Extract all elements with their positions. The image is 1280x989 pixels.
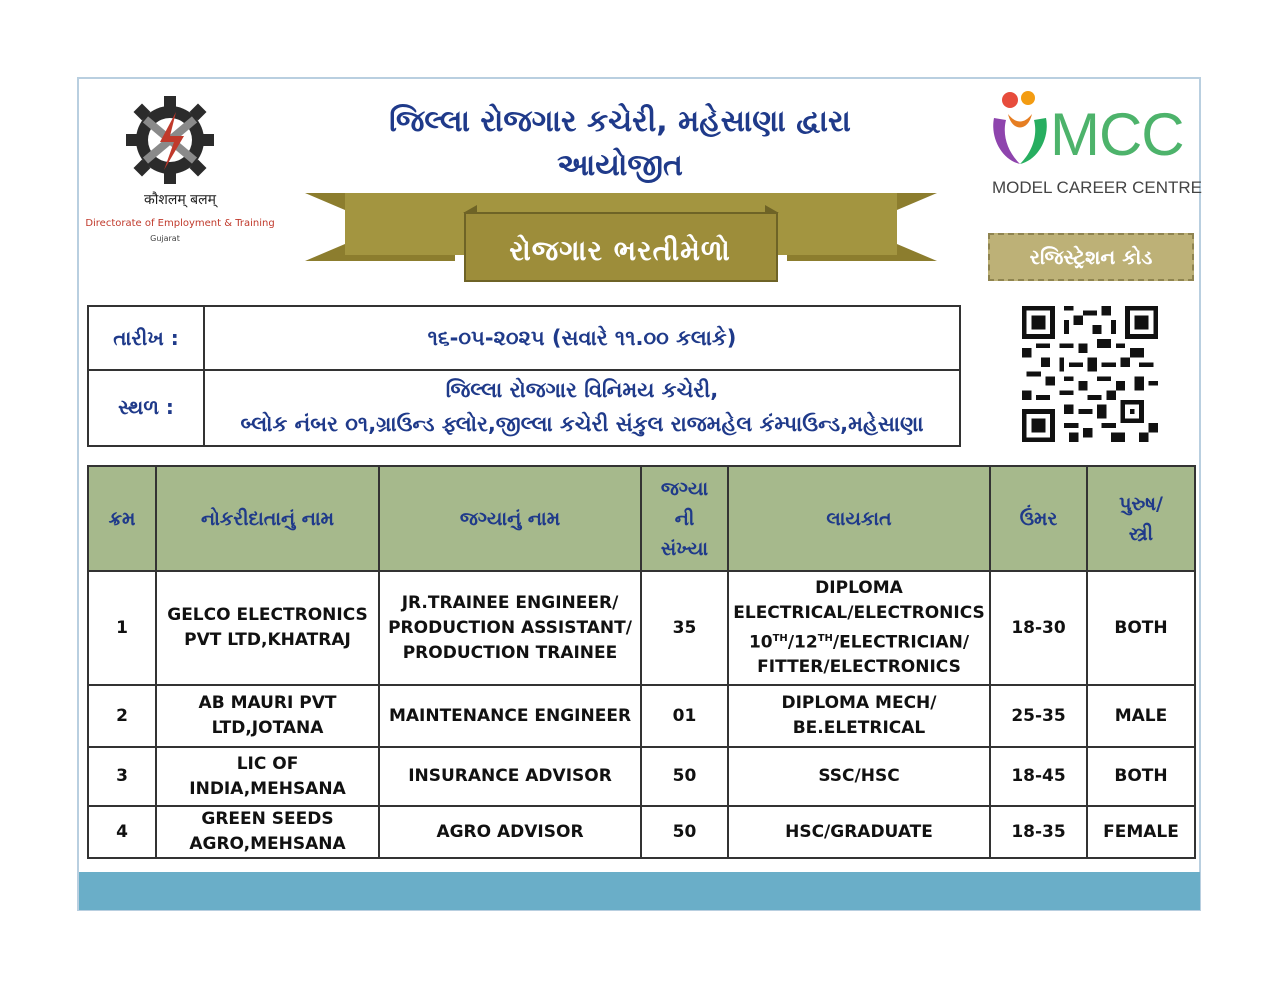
- qualification-line-3: [733, 626, 985, 656]
- qualification-line-1: DIPLOMA: [815, 577, 903, 598]
- header-vacancies-line-2: ની: [674, 507, 695, 530]
- header-vacancies-line-3: સંખ્યા: [660, 537, 709, 560]
- header-employer: નોકરીદાતાનું નામ: [156, 466, 379, 571]
- cell-employer: [156, 747, 379, 806]
- cell-employer: [156, 685, 379, 747]
- cell-vacancies: 50: [641, 747, 728, 806]
- header-sr: ક્રમ: [88, 466, 156, 571]
- post-line-3: PRODUCTION TRAINEE: [402, 642, 618, 663]
- event-info-box: [87, 305, 961, 447]
- venue-line-2: બ્લોક નંબર ૦૧,ગ્રાઉન્ડ ફ્લોર,જીલ્લા કચેરી સંકુલ રાજમહેલ કંમ્પાઉન્ડ,મહેસાણા: [240, 412, 924, 436]
- cell-gender: BOTH: [1087, 571, 1195, 685]
- cell-gender: FEMALE: [1087, 806, 1195, 858]
- directorate-state: Gujarat: [150, 234, 180, 243]
- employer-line-1: LIC OF: [236, 753, 299, 774]
- cell-sr: 2: [88, 685, 156, 747]
- mcc-logo: [988, 86, 1203, 206]
- headline: [330, 100, 910, 188]
- mcc-subtitle: MODEL CAREER CENTRE: [992, 178, 1203, 197]
- cell-post: INSURANCE ADVISOR: [379, 747, 641, 806]
- cell-gender: BOTH: [1087, 747, 1195, 806]
- employer-line-2: LTD,JOTANA: [211, 718, 324, 738]
- employer-line-1: AB MAURI PVT: [198, 693, 337, 713]
- venue-row: [89, 369, 959, 445]
- cell-qualification: HSC/GRADUATE: [728, 806, 990, 858]
- table-header-row: [88, 466, 1195, 571]
- header-age: ઉંમર: [990, 466, 1087, 571]
- header-gender-line-1: પુરુષ/: [1119, 492, 1163, 515]
- cell-qualification: [728, 571, 990, 685]
- qualification-line-2: BE.ELETRICAL: [792, 718, 926, 738]
- cell-post: MAINTENANCE ENGINEER: [379, 685, 641, 747]
- cell-post: AGRO ADVISOR: [379, 806, 641, 858]
- employer-line-1: GREEN SEEDS: [201, 809, 334, 829]
- gear-icon: [120, 90, 220, 190]
- cell-employer: [156, 806, 379, 858]
- header-vacancies-line-1: જગ્યા: [660, 477, 709, 500]
- cell-sr: 4: [88, 806, 156, 858]
- table-row: [88, 747, 1195, 806]
- cell-sr: 1: [88, 571, 156, 685]
- cell-vacancies: 35: [641, 571, 728, 685]
- cell-employer: [156, 571, 379, 685]
- date-text: ૧૬-૦૫-૨૦૨૫ (સવારે ૧૧.૦૦ કલાકે): [427, 326, 737, 350]
- qual-th-sup: TH: [817, 632, 833, 644]
- table-row: [88, 806, 1195, 858]
- banner-title: રોજગાર ભરતીમેળો: [509, 234, 731, 267]
- cell-post: [379, 571, 641, 685]
- headline-line-2: આયોજીત: [557, 148, 683, 183]
- jobs-table: [87, 465, 1196, 859]
- post-line-2: PRODUCTION ASSISTANT/: [388, 617, 632, 638]
- qual-12: /12: [787, 632, 818, 653]
- qual-th-sup: TH: [772, 632, 788, 644]
- directorate-english-name: Directorate of Employment & Training: [85, 218, 275, 229]
- date-label: તારીખ :: [89, 307, 205, 369]
- cell-age: 18-45: [990, 747, 1087, 806]
- employer-line-1: GELCO ELECTRONICS: [167, 605, 368, 625]
- header-qualification: લાયકાત: [728, 466, 990, 571]
- employer-line-2: AGRO,MEHSANA: [189, 834, 346, 854]
- employer-line-2: PVT LTD,KHATRAJ: [184, 630, 351, 650]
- header-gender: [1087, 466, 1195, 571]
- qualification-line-2: ELECTRICAL/ELECTRONICS: [733, 602, 985, 623]
- headline-line-1: જિલ્લા રોજગાર કચેરી, મહેસાણા દ્વારા: [389, 104, 851, 139]
- date-row: [89, 307, 959, 371]
- header-vacancies: [641, 466, 728, 571]
- cell-age: 18-30: [990, 571, 1087, 685]
- qual-10: 10: [748, 632, 773, 653]
- qualification-line-4: FITTER/ELECTRONICS: [757, 657, 961, 678]
- bottom-bar: [79, 872, 1200, 910]
- cell-age: 18-35: [990, 806, 1087, 858]
- qualification-line-1: DIPLOMA MECH/: [781, 693, 937, 713]
- post-line-1: JR.TRAINEE ENGINEER/: [401, 592, 619, 613]
- header-gender-line-2: સ્ત્રી: [1128, 522, 1154, 545]
- cell-qualification: SSC/HSC: [728, 747, 990, 806]
- cell-gender: MALE: [1087, 685, 1195, 747]
- header-post: જગ્યાનું નામ: [379, 466, 641, 571]
- cell-vacancies: 50: [641, 806, 728, 858]
- table-row: [88, 685, 1195, 747]
- table-row: [88, 571, 1195, 685]
- cell-vacancies: 01: [641, 685, 728, 747]
- directorate-hindi-name: कौशलम् बलम्: [143, 192, 217, 208]
- venue-label: સ્થળ :: [89, 369, 205, 445]
- venue-line-1: જિલ્લા રોજગાર વિનિમય કચેરી,: [445, 378, 719, 402]
- mcc-letters: MCC: [1050, 101, 1184, 168]
- date-value: [205, 307, 959, 369]
- qual-electrician: /ELECTRICIAN/: [832, 632, 970, 653]
- registration-code-label: રજિસ્ટ્રેશન કોડ: [988, 233, 1194, 281]
- qr-code[interactable]: [1022, 306, 1158, 442]
- mcc-emblem-icon: [988, 88, 1052, 168]
- employer-line-2: INDIA,MEHSANA: [189, 778, 346, 799]
- cell-qualification: [728, 685, 990, 747]
- venue-value: [205, 369, 959, 445]
- cell-sr: 3: [88, 747, 156, 806]
- directorate-logo: [80, 90, 275, 250]
- cell-age: 25-35: [990, 685, 1087, 747]
